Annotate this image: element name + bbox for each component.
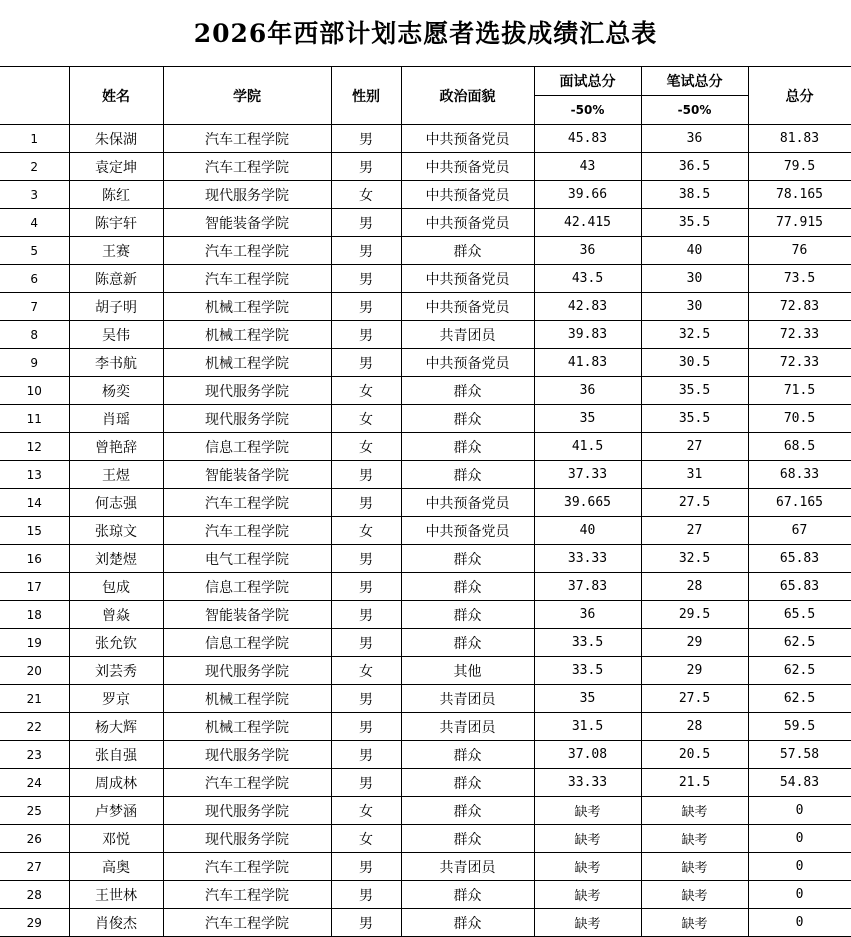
cell-written-score: 29.5 — [641, 601, 748, 629]
row-index: 5 — [0, 237, 69, 265]
cell-written-score: 缺考 — [641, 853, 748, 881]
cell-interview-score: 41.83 — [534, 349, 641, 377]
cell-college: 现代服务学院 — [163, 797, 331, 825]
cell-interview-score: 39.665 — [534, 489, 641, 517]
cell-written-score: 35.5 — [641, 377, 748, 405]
header-gender: 性别 — [331, 67, 401, 125]
table-row — [0, 573, 851, 601]
cell-political: 群众 — [401, 881, 534, 909]
cell-interview-score: 33.5 — [534, 629, 641, 657]
cell-written-score: 27 — [641, 517, 748, 545]
cell-gender: 女 — [331, 377, 401, 405]
cell-college: 智能装备学院 — [163, 209, 331, 237]
cell-gender: 男 — [331, 153, 401, 181]
row-index: 17 — [0, 573, 69, 601]
cell-name: 肖瑶 — [69, 405, 163, 433]
cell-political: 中共预备党员 — [401, 349, 534, 377]
cell-college: 智能装备学院 — [163, 601, 331, 629]
cell-political: 共青团员 — [401, 853, 534, 881]
cell-total-score: 79.5 — [748, 153, 851, 181]
cell-interview-score: 43 — [534, 153, 641, 181]
cell-political: 中共预备党员 — [401, 489, 534, 517]
table-row — [0, 209, 851, 237]
cell-total-score: 73.5 — [748, 265, 851, 293]
cell-college: 现代服务学院 — [163, 181, 331, 209]
cell-gender: 男 — [331, 881, 401, 909]
cell-total-score: 65.83 — [748, 573, 851, 601]
cell-interview-score: 缺考 — [534, 797, 641, 825]
cell-name: 李书航 — [69, 349, 163, 377]
cell-college: 机械工程学院 — [163, 293, 331, 321]
cell-interview-score: 42.83 — [534, 293, 641, 321]
cell-interview-score: 缺考 — [534, 909, 641, 937]
row-index: 13 — [0, 461, 69, 489]
cell-total-score: 54.83 — [748, 769, 851, 797]
cell-total-score: 65.5 — [748, 601, 851, 629]
row-index: 26 — [0, 825, 69, 853]
cell-total-score: 67.165 — [748, 489, 851, 517]
cell-political: 群众 — [401, 909, 534, 937]
cell-gender: 男 — [331, 237, 401, 265]
cell-written-score: 29 — [641, 657, 748, 685]
cell-interview-score: 36 — [534, 237, 641, 265]
table-row — [0, 853, 851, 881]
cell-written-score: 30.5 — [641, 349, 748, 377]
cell-gender: 女 — [331, 181, 401, 209]
cell-gender: 女 — [331, 405, 401, 433]
cell-interview-score: 45.83 — [534, 125, 641, 153]
cell-college: 信息工程学院 — [163, 433, 331, 461]
cell-interview-score: 31.5 — [534, 713, 641, 741]
cell-total-score: 70.5 — [748, 405, 851, 433]
cell-name: 刘楚煜 — [69, 545, 163, 573]
cell-political: 中共预备党员 — [401, 517, 534, 545]
cell-name: 肖俊杰 — [69, 909, 163, 937]
cell-gender: 男 — [331, 909, 401, 937]
cell-gender: 男 — [331, 629, 401, 657]
cell-written-score: 29 — [641, 629, 748, 657]
cell-written-score: 21.5 — [641, 769, 748, 797]
cell-political: 其他 — [401, 657, 534, 685]
row-index: 28 — [0, 881, 69, 909]
cell-political: 共青团员 — [401, 321, 534, 349]
cell-college: 机械工程学院 — [163, 349, 331, 377]
cell-written-score: 31 — [641, 461, 748, 489]
row-index: 22 — [0, 713, 69, 741]
cell-gender: 男 — [331, 713, 401, 741]
cell-total-score: 57.58 — [748, 741, 851, 769]
cell-college: 汽车工程学院 — [163, 265, 331, 293]
row-index: 27 — [0, 853, 69, 881]
header-interview: 面试总分 — [534, 67, 641, 96]
cell-college: 汽车工程学院 — [163, 153, 331, 181]
cell-political: 群众 — [401, 433, 534, 461]
table-row — [0, 881, 851, 909]
cell-name: 陈意新 — [69, 265, 163, 293]
cell-political: 群众 — [401, 769, 534, 797]
cell-interview-score: 43.5 — [534, 265, 641, 293]
cell-written-score: 28 — [641, 713, 748, 741]
row-index: 1 — [0, 125, 69, 153]
row-index: 4 — [0, 209, 69, 237]
cell-political: 群众 — [401, 377, 534, 405]
row-index: 14 — [0, 489, 69, 517]
table-row — [0, 545, 851, 573]
table-row — [0, 489, 851, 517]
table-row — [0, 713, 851, 741]
cell-written-score: 27.5 — [641, 685, 748, 713]
cell-total-score: 0 — [748, 853, 851, 881]
cell-political: 中共预备党员 — [401, 293, 534, 321]
row-index: 8 — [0, 321, 69, 349]
row-index: 24 — [0, 769, 69, 797]
cell-written-score: 缺考 — [641, 909, 748, 937]
cell-political: 中共预备党员 — [401, 265, 534, 293]
row-index: 7 — [0, 293, 69, 321]
cell-gender: 男 — [331, 853, 401, 881]
cell-name: 张允钦 — [69, 629, 163, 657]
cell-interview-score: 39.66 — [534, 181, 641, 209]
table-row — [0, 237, 851, 265]
cell-gender: 男 — [331, 321, 401, 349]
cell-college: 汽车工程学院 — [163, 881, 331, 909]
cell-name: 陈红 — [69, 181, 163, 209]
table-body — [0, 125, 851, 937]
cell-written-score: 32.5 — [641, 545, 748, 573]
cell-name: 高奥 — [69, 853, 163, 881]
cell-name: 卢梦涵 — [69, 797, 163, 825]
cell-interview-score: 33.33 — [534, 769, 641, 797]
cell-written-score: 30 — [641, 293, 748, 321]
table-row — [0, 265, 851, 293]
row-index: 11 — [0, 405, 69, 433]
cell-gender: 男 — [331, 125, 401, 153]
cell-college: 汽车工程学院 — [163, 909, 331, 937]
cell-interview-score: 36 — [534, 377, 641, 405]
cell-gender: 男 — [331, 349, 401, 377]
cell-gender: 男 — [331, 489, 401, 517]
header-written: 笔试总分 — [641, 67, 748, 96]
cell-gender: 女 — [331, 657, 401, 685]
header-written-weight: -50% — [641, 96, 748, 125]
cell-name: 周成林 — [69, 769, 163, 797]
cell-interview-score: 33.5 — [534, 657, 641, 685]
cell-written-score: 32.5 — [641, 321, 748, 349]
cell-written-score: 27 — [641, 433, 748, 461]
cell-gender: 男 — [331, 545, 401, 573]
cell-interview-score: 缺考 — [534, 853, 641, 881]
cell-gender: 女 — [331, 433, 401, 461]
score-table — [0, 67, 851, 937]
cell-political: 中共预备党员 — [401, 209, 534, 237]
cell-interview-score: 35 — [534, 405, 641, 433]
cell-political: 共青团员 — [401, 713, 534, 741]
cell-college: 现代服务学院 — [163, 405, 331, 433]
cell-college: 电气工程学院 — [163, 545, 331, 573]
cell-political: 中共预备党员 — [401, 153, 534, 181]
cell-written-score: 38.5 — [641, 181, 748, 209]
cell-total-score: 67 — [748, 517, 851, 545]
cell-name: 杨大辉 — [69, 713, 163, 741]
cell-total-score: 72.33 — [748, 321, 851, 349]
cell-name: 张琼文 — [69, 517, 163, 545]
cell-interview-score: 37.83 — [534, 573, 641, 601]
row-index: 12 — [0, 433, 69, 461]
cell-written-score: 36.5 — [641, 153, 748, 181]
cell-written-score: 28 — [641, 573, 748, 601]
cell-written-score: 缺考 — [641, 825, 748, 853]
cell-total-score: 68.33 — [748, 461, 851, 489]
row-index: 9 — [0, 349, 69, 377]
cell-college: 现代服务学院 — [163, 657, 331, 685]
cell-written-score: 30 — [641, 265, 748, 293]
cell-gender: 男 — [331, 685, 401, 713]
header-interview-weight: -50% — [534, 96, 641, 125]
cell-interview-score: 42.415 — [534, 209, 641, 237]
cell-interview-score: 37.08 — [534, 741, 641, 769]
cell-political: 群众 — [401, 573, 534, 601]
cell-interview-score: 缺考 — [534, 825, 641, 853]
cell-gender: 男 — [331, 573, 401, 601]
cell-political: 群众 — [401, 545, 534, 573]
header-college: 学院 — [163, 67, 331, 125]
cell-college: 汽车工程学院 — [163, 853, 331, 881]
cell-total-score: 62.5 — [748, 657, 851, 685]
cell-total-score: 68.5 — [748, 433, 851, 461]
cell-college: 汽车工程学院 — [163, 769, 331, 797]
cell-college: 现代服务学院 — [163, 377, 331, 405]
cell-political: 群众 — [401, 797, 534, 825]
cell-written-score: 35.5 — [641, 209, 748, 237]
table-row — [0, 349, 851, 377]
table-row — [0, 377, 851, 405]
cell-name: 刘芸秀 — [69, 657, 163, 685]
cell-name: 何志强 — [69, 489, 163, 517]
cell-interview-score: 36 — [534, 601, 641, 629]
cell-name: 杨奕 — [69, 377, 163, 405]
header-total: 总分 — [748, 67, 851, 125]
cell-total-score: 76 — [748, 237, 851, 265]
cell-name: 陈宇轩 — [69, 209, 163, 237]
table-row — [0, 741, 851, 769]
cell-name: 王赛 — [69, 237, 163, 265]
cell-total-score: 65.83 — [748, 545, 851, 573]
row-index: 2 — [0, 153, 69, 181]
cell-interview-score: 39.83 — [534, 321, 641, 349]
row-index: 16 — [0, 545, 69, 573]
cell-political: 群众 — [401, 825, 534, 853]
table-row — [0, 461, 851, 489]
table-row — [0, 433, 851, 461]
cell-gender: 女 — [331, 797, 401, 825]
header-index — [0, 67, 69, 125]
header-political: 政治面貌 — [401, 67, 534, 125]
cell-interview-score: 缺考 — [534, 881, 641, 909]
table-row — [0, 321, 851, 349]
cell-college: 汽车工程学院 — [163, 489, 331, 517]
cell-interview-score: 37.33 — [534, 461, 641, 489]
table-row — [0, 405, 851, 433]
cell-total-score: 78.165 — [748, 181, 851, 209]
cell-gender: 女 — [331, 517, 401, 545]
cell-name: 曾焱 — [69, 601, 163, 629]
sheet-title: 2026年西部计划志愿者选拔成绩汇总表 — [0, 0, 851, 67]
cell-college: 机械工程学院 — [163, 713, 331, 741]
cell-total-score: 0 — [748, 825, 851, 853]
cell-gender: 男 — [331, 461, 401, 489]
cell-written-score: 40 — [641, 237, 748, 265]
cell-gender: 男 — [331, 601, 401, 629]
cell-college: 现代服务学院 — [163, 825, 331, 853]
cell-name: 张自强 — [69, 741, 163, 769]
cell-political: 中共预备党员 — [401, 125, 534, 153]
cell-college: 汽车工程学院 — [163, 237, 331, 265]
table-row — [0, 153, 851, 181]
table-row — [0, 517, 851, 545]
cell-name: 朱保湖 — [69, 125, 163, 153]
table-row — [0, 769, 851, 797]
cell-college: 信息工程学院 — [163, 629, 331, 657]
cell-political: 群众 — [401, 461, 534, 489]
cell-college: 现代服务学院 — [163, 741, 331, 769]
cell-political: 群众 — [401, 237, 534, 265]
cell-college: 智能装备学院 — [163, 461, 331, 489]
cell-total-score: 0 — [748, 797, 851, 825]
cell-total-score: 71.5 — [748, 377, 851, 405]
cell-total-score: 59.5 — [748, 713, 851, 741]
cell-gender: 女 — [331, 825, 401, 853]
row-index: 25 — [0, 797, 69, 825]
cell-political: 群众 — [401, 629, 534, 657]
cell-name: 王煜 — [69, 461, 163, 489]
table-row — [0, 601, 851, 629]
row-index: 6 — [0, 265, 69, 293]
cell-name: 吴伟 — [69, 321, 163, 349]
cell-name: 罗京 — [69, 685, 163, 713]
table-header — [0, 67, 851, 125]
table-row — [0, 797, 851, 825]
cell-college: 机械工程学院 — [163, 685, 331, 713]
cell-political: 群众 — [401, 405, 534, 433]
cell-college: 信息工程学院 — [163, 573, 331, 601]
row-index: 21 — [0, 685, 69, 713]
cell-name: 邓悦 — [69, 825, 163, 853]
cell-name: 袁定坤 — [69, 153, 163, 181]
cell-interview-score: 40 — [534, 517, 641, 545]
row-index: 15 — [0, 517, 69, 545]
cell-total-score: 81.83 — [748, 125, 851, 153]
cell-total-score: 0 — [748, 909, 851, 937]
row-index: 10 — [0, 377, 69, 405]
cell-political: 中共预备党员 — [401, 181, 534, 209]
table-row — [0, 825, 851, 853]
cell-interview-score: 33.33 — [534, 545, 641, 573]
cell-gender: 男 — [331, 293, 401, 321]
table-row — [0, 181, 851, 209]
header-name: 姓名 — [69, 67, 163, 125]
cell-total-score: 62.5 — [748, 629, 851, 657]
cell-total-score: 72.83 — [748, 293, 851, 321]
cell-written-score: 20.5 — [641, 741, 748, 769]
cell-written-score: 35.5 — [641, 405, 748, 433]
cell-college: 汽车工程学院 — [163, 125, 331, 153]
cell-interview-score: 35 — [534, 685, 641, 713]
cell-total-score: 0 — [748, 881, 851, 909]
cell-written-score: 缺考 — [641, 797, 748, 825]
row-index: 23 — [0, 741, 69, 769]
table-row — [0, 293, 851, 321]
cell-gender: 男 — [331, 265, 401, 293]
cell-written-score: 36 — [641, 125, 748, 153]
row-index: 19 — [0, 629, 69, 657]
cell-gender: 男 — [331, 209, 401, 237]
cell-written-score: 缺考 — [641, 881, 748, 909]
cell-college: 汽车工程学院 — [163, 517, 331, 545]
cell-name: 王世林 — [69, 881, 163, 909]
cell-gender: 男 — [331, 741, 401, 769]
table-row — [0, 657, 851, 685]
row-index: 18 — [0, 601, 69, 629]
table-row — [0, 629, 851, 657]
cell-name: 曾艳辞 — [69, 433, 163, 461]
cell-total-score: 72.33 — [748, 349, 851, 377]
cell-written-score: 27.5 — [641, 489, 748, 517]
cell-political: 共青团员 — [401, 685, 534, 713]
cell-total-score: 62.5 — [748, 685, 851, 713]
cell-college: 机械工程学院 — [163, 321, 331, 349]
cell-political: 群众 — [401, 741, 534, 769]
cell-name: 包成 — [69, 573, 163, 601]
table-row — [0, 125, 851, 153]
cell-gender: 男 — [331, 769, 401, 797]
cell-political: 群众 — [401, 601, 534, 629]
cell-name: 胡子明 — [69, 293, 163, 321]
row-index: 3 — [0, 181, 69, 209]
table-row — [0, 909, 851, 937]
table-row — [0, 685, 851, 713]
row-index: 29 — [0, 909, 69, 937]
cell-total-score: 77.915 — [748, 209, 851, 237]
row-index: 20 — [0, 657, 69, 685]
cell-interview-score: 41.5 — [534, 433, 641, 461]
